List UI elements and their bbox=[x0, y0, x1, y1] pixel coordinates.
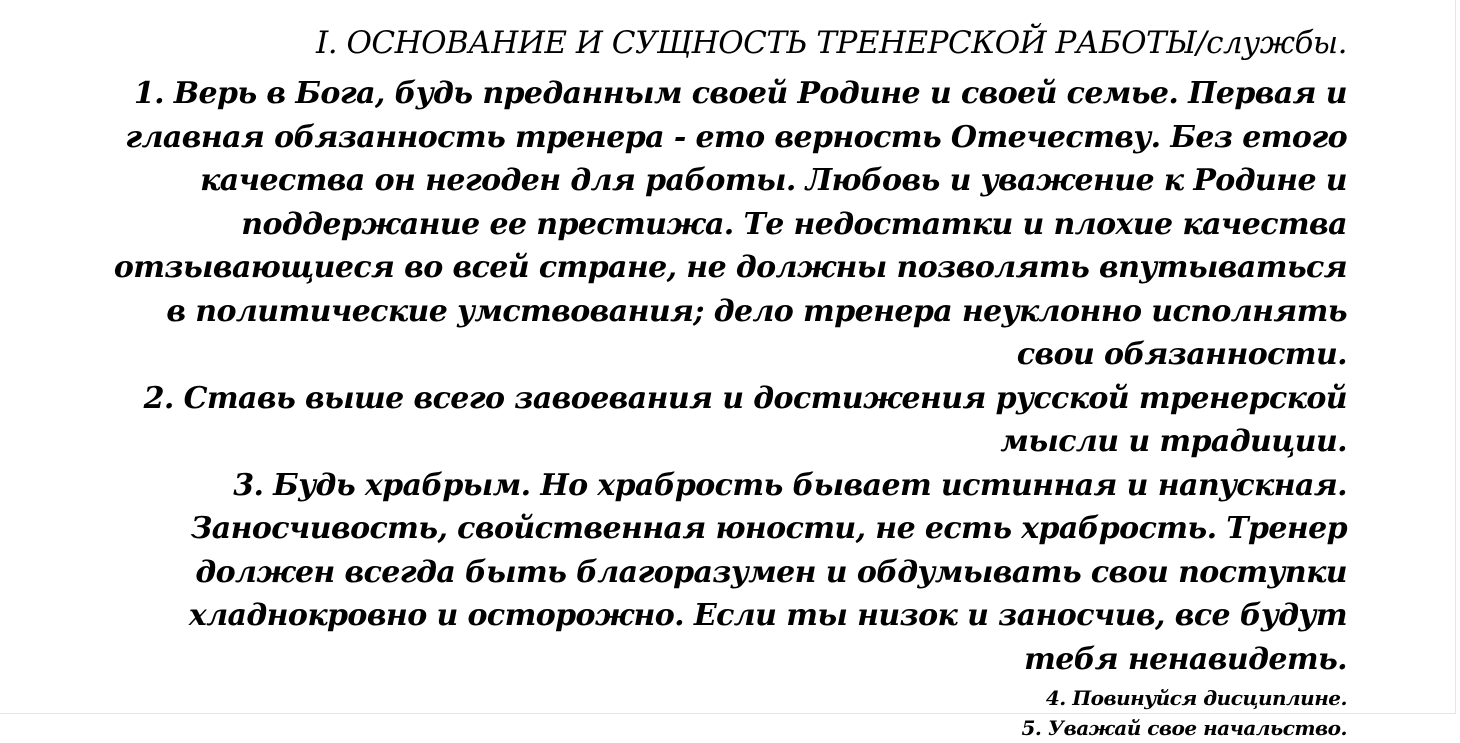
paragraph-3: 3. Будь храбрым. Но храбрость бывает истинная и напускная. Заносчивость, свойственная юности, не есть храбрость. Тренер должен всегда быть благоразумен и обдумывать свои поступки хладнокровно и осторожно. Если ты низок и заносчив, все будут тебя ненавидеть. bbox=[188, 467, 1347, 677]
document-title: I. ОСНОВАНИЕ И СУЩНОСТЬ ТРЕНЕРСКОЙ РАБОТЫ/службы. bbox=[315, 25, 1347, 61]
item-5: 5. Уважай свое начальство. bbox=[1021, 716, 1347, 740]
paragraph-1: 1. Верь в Бога, будь преданным своей Родине и своей семье. Первая и главная обязанность тренера - ето верность Отечеству. Без етого качества он негоден для работы. Любовь и уважение к Родине и поддержание ее престижа. Те недостатки и плохие качества отзывающиеся во всей стране, не должны позволять впутываться в политические умствования; дело тренера неуклонно исполнять свои обязанности. bbox=[113, 76, 1347, 372]
document-text bbox=[97, 20, 1347, 743]
paragraph-2: 2. Ставь выше всего завоевания и достижения русской тренерской мысли и традиции. bbox=[143, 380, 1347, 459]
item-4: 4. Повинуйся дисциплине. bbox=[1045, 686, 1347, 710]
